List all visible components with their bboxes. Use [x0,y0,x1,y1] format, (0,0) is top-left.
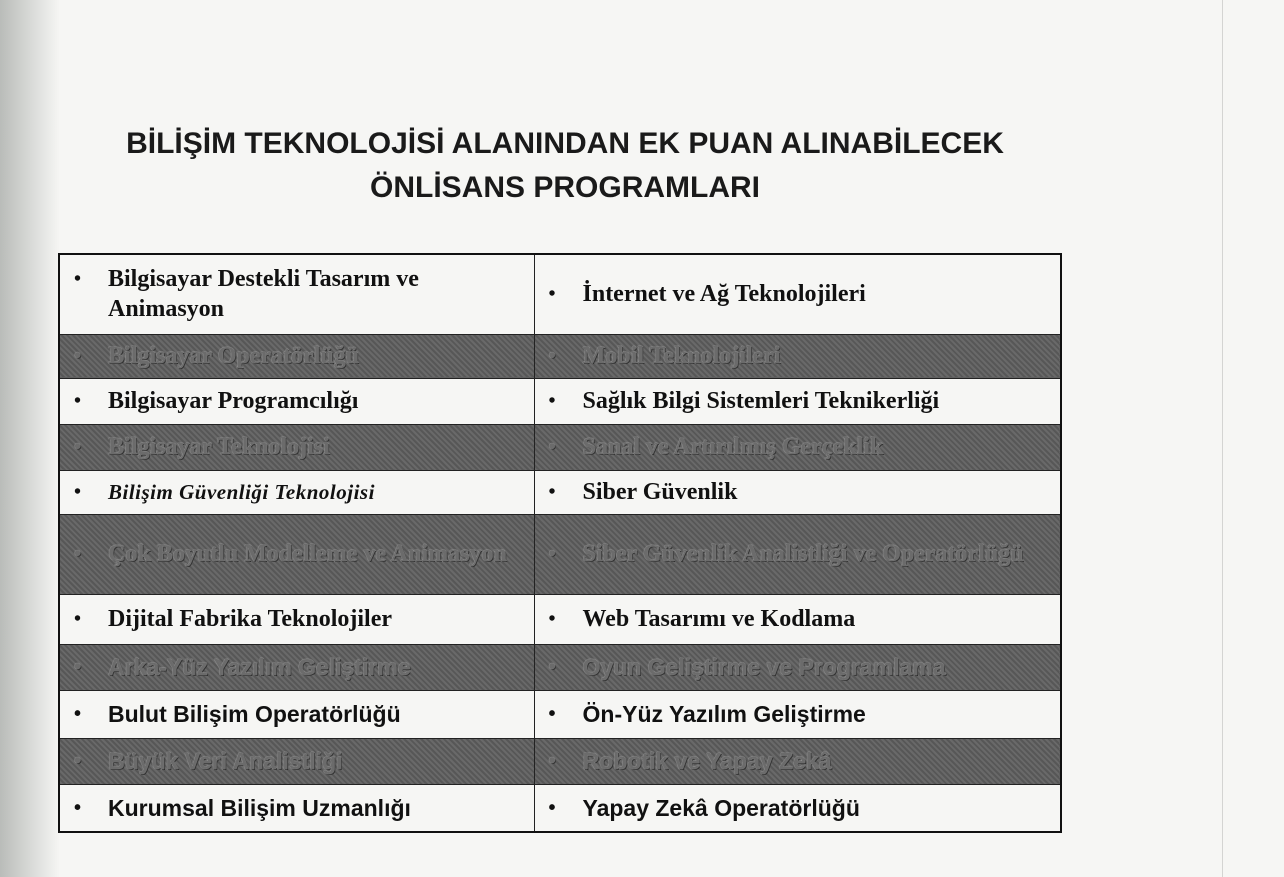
program-table [58,253,1062,833]
table-row [59,784,1061,832]
program-name: Mobil Teknolojileri [582,343,781,369]
program-cell [59,644,534,690]
program-name: Ön-Yüz Yazılım Geliştirme [582,701,866,727]
bullet-icon: • [548,481,556,503]
program-name: Kurumsal Bilişim Uzmanlığı [108,794,411,821]
program-name: Büyük Veri Analistliği [108,748,343,774]
paper-shadow [0,0,60,877]
program-name: Web Tasarımı ve Kodlama [582,606,856,632]
program-name: Bulut Bilişim Operatörlüğü [108,701,401,727]
bullet-icon: • [548,390,556,412]
bullet-icon: • [74,345,82,367]
program-cell [534,514,1061,594]
bullet-icon: • [74,436,82,458]
program-cell [534,594,1061,644]
bullet-icon: • [74,481,82,503]
program-name: Bilgisayar Teknolojisi [108,434,330,460]
program-cell [59,690,534,738]
program-name: Robotik ve Yapay Zekâ [582,748,832,774]
program-cell [59,254,534,334]
program-cell [534,690,1061,738]
bullet-icon: • [74,390,82,412]
program-name: Bilgisayar Programcılığı [108,388,359,414]
program-cell [534,254,1061,334]
program-name: İnternet ve Ağ Teknolojileri [582,281,866,308]
program-cell [59,738,534,784]
title-line-2: ÖNLİSANS PROGRAMLARI [370,171,760,204]
table-row [59,514,1061,594]
paper-fold-line [1222,0,1223,877]
program-cell [534,644,1061,690]
program-name: Dijital Fabrika Teknolojiler [108,606,393,632]
bullet-icon: • [548,283,556,306]
program-cell [534,470,1061,514]
program-name: Siber Güvenlik [582,479,738,505]
table-row [59,594,1061,644]
table-row [59,644,1061,690]
bullet-icon: • [548,608,556,630]
title-line-1: BİLİŞİM TEKNOLOJİSİ ALANINDAN EK PUAN ALINABİLECEK [126,127,1004,160]
table-row [59,738,1061,784]
bullet-icon: • [74,703,82,725]
bullet-icon: • [74,543,82,565]
program-name: Sağlık Bilgi Sistemleri Teknikerliği [582,388,940,414]
bullet-icon: • [548,436,556,458]
table-row [59,378,1061,424]
program-cell [59,514,534,594]
program-cell [534,784,1061,832]
program-cell [59,334,534,378]
program-cell [59,594,534,644]
program-name: Bilişim Güvenliği Teknolojisi [108,480,375,504]
bullet-icon: • [548,750,556,772]
program-name: Sanal ve Artırılmış Gerçeklik [582,434,884,460]
bullet-icon: • [74,796,82,819]
program-cell [534,334,1061,378]
bullet-icon: • [74,656,82,678]
program-cell [534,424,1061,470]
bullet-icon: • [74,750,82,772]
table-row [59,690,1061,738]
program-cell [59,470,534,514]
bullet-icon: • [548,656,556,678]
bullet-icon: • [548,345,556,367]
program-cell [59,784,534,832]
program-name: Siber Güvenlik Analistliği ve Operatörlüğü [582,541,1024,567]
document-title [70,122,1060,210]
program-name: Yapay Zekâ Operatörlüğü [582,794,860,821]
table-row [59,424,1061,470]
program-cell [59,378,534,424]
program-cell [59,424,534,470]
bullet-icon: • [74,608,82,630]
program-cell [534,738,1061,784]
program-name: Oyun Geliştirme ve Programlama [582,654,946,680]
program-cell [534,378,1061,424]
program-name: Çok Boyutlu Modelleme ve Animasyon [108,541,507,567]
bullet-icon: • [548,796,556,819]
bullet-icon: • [74,268,82,291]
program-name: Bilgisayar Operatörlüğü [108,343,359,369]
table-row [59,470,1061,514]
bullet-icon: • [548,543,556,565]
bullet-icon: • [548,703,556,725]
table-row [59,334,1061,378]
program-name: Arka-Yüz Yazılım Geliştirme [108,654,411,680]
program-name: Bilgisayar Destekli Tasarım ve Animasyon [108,266,419,323]
table-row [59,254,1061,334]
